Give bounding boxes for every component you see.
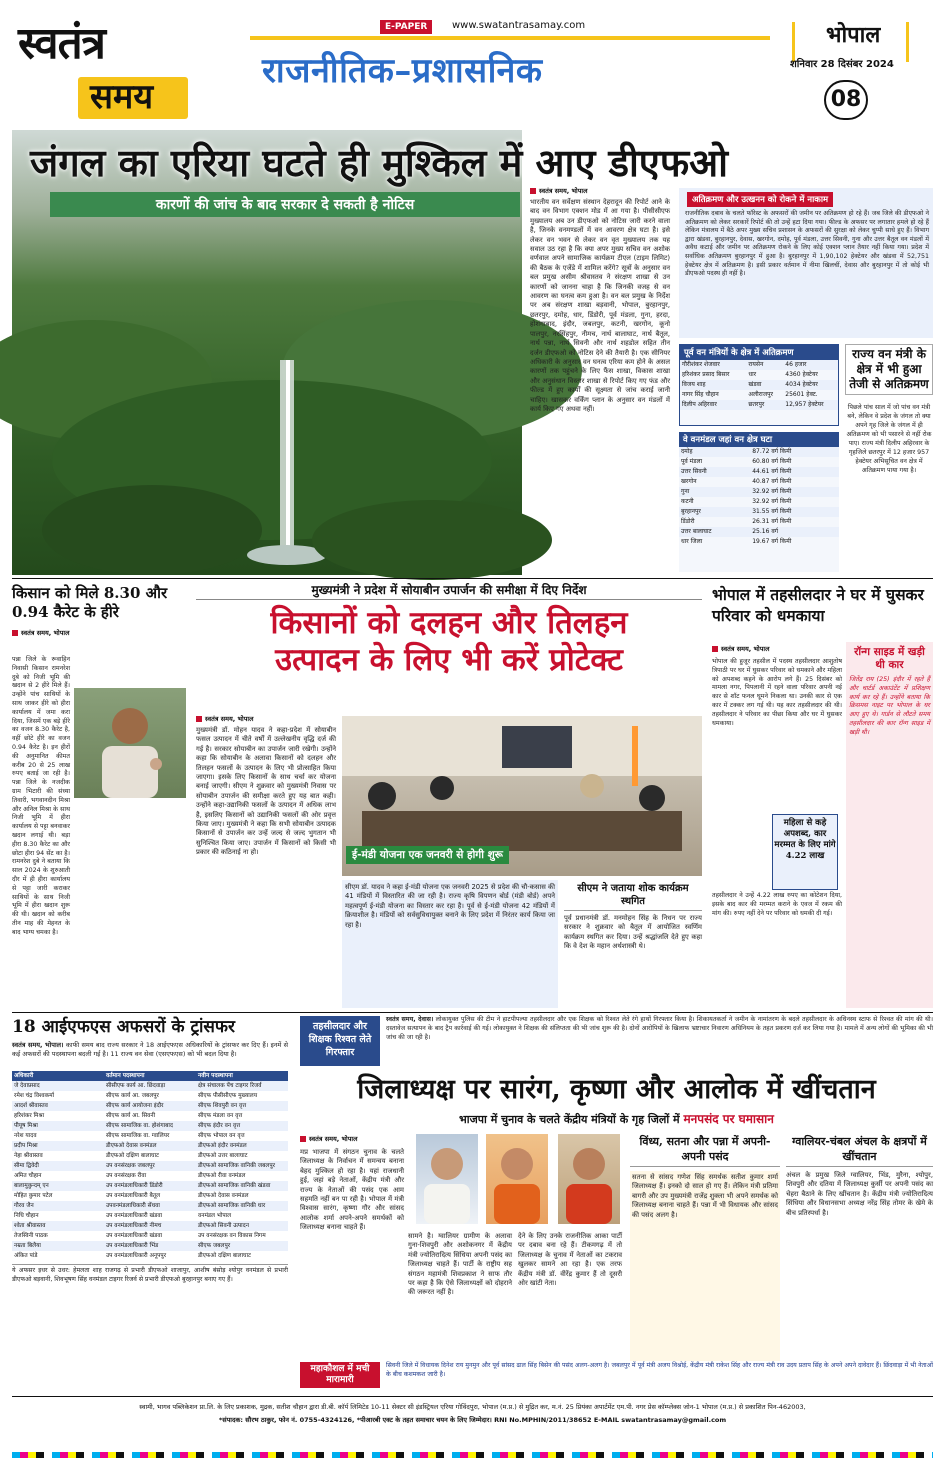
- tehsildar-body: भोपाल की हुजूर तहसील में पदस्थ तहसीलदार आशुतोष त्रिपाठी पर घर में घुसकर परिवार को धमकाने और महिला को अपशब्द कहने के आरोप लगे हैं। 25 दिसंबर को मामला नगर, पिपलानी में रहने वाला परिवार अपनी नई कार से शॉट फनल घूमने निकला था। उनकी कार से एक कार में टक्कर लग गई थी। यह कार तहसीलदार की थी। तहसीलदार ने परिवार का पीछा किया और घर में घुसकर धमकाया।: [712, 658, 842, 727]
- bjp-kicker: [300, 1110, 933, 1127]
- cm-body: मुख्यमंत्री डॉ. मोहन यादव ने कहा-प्रदेश में सोयाबीन फसल उत्पादन में चीते वर्षों में उल्लेखनीय वृद्धि दर्ज की गई है। सरकार सोयाबीन का उपार्जन जारी रखेगी। उन्होंने कहा कि सोयाबीन के अलावा किसानों को दलहन और तिलहन फसलों के उत्पादन के लिए भी प्रोत्साहित किया जाएगा। इसके लिए किसानों के साथ चर्चा कर योजना बनाई जाएगी। सीएम ने शुक्रवार को मुख्यमंत्री निवास पर सोयाबीन उपार्जन की समीक्षा करते हुए यह बात कही। उन्होंने कहा-उद्यानिकी फसलों के उत्पादन में अधिक लाभ है, इसलिए किसानों को उद्यानिकी फसलों की ओर प्रवृत्त किया जाए। मुख्यमंत्री ने कहा कि सभी सोयाबीन उत्पादक किसानों से उपार्जन कर उन्हें जल्द से जल्द भुगतान भी सुनिश्चित किया जाए। उपार्जन में किसानों को किसी भी प्रकार की कठिनाई ना हो।: [196, 726, 336, 857]
- ifs-intro: स्वतंत्र समय, भोपाल। काफी समय बाद राज्य सरकार ने 18 आईएफएस अधिकारियों के ट्रांसफर कर दिए हैं। इनमें से कई अफसरों की पदस्थापना बदली गई है। 11 राज्य वन सेवा (एसएफएस) को भी बदल दिया है।: [12, 1041, 288, 1058]
- minister-row: [680, 360, 838, 370]
- patwari-byline: स्वतंत्र समय, देवास।: [386, 1016, 434, 1023]
- ifs-row: [12, 1231, 288, 1241]
- ifs-cell: अंकित पांडे: [14, 1253, 38, 1259]
- ifs-cell: उप वनमंडलाधिकारी डिंडोरी: [106, 1183, 163, 1189]
- cm-kicker: मुख्यमंत्री ने प्रदेश में सोयाबीन उपार्जन की समीक्षा में दिए निर्देश: [196, 584, 702, 600]
- ifs-cell: आदर्श श्रीवास्तव: [14, 1103, 48, 1109]
- minister-cell: गौरीशंकर शेजवार: [682, 361, 720, 368]
- ifs-cell: तेजस्विनी पाठक: [14, 1233, 48, 1239]
- ifs-cell: डीएफओ देवास वनमंडल: [198, 1193, 249, 1199]
- ifs-cell: जे देवाप्रसाद: [14, 1083, 40, 1089]
- website-link[interactable]: www.swatantrasamay.com: [452, 20, 586, 31]
- vindhya-body: सतना से सांसद गणेश सिंह समर्थक सतीश कुमार शर्मा जिलाध्यक्ष हैं। इनको दो साल हो गए हैं। लेकिन मंत्री प्रतिमा बागरी और उप मुख्यमंत्री राजेंद्र शुक्ला भी अपने समर्थक को जिलाध्यक्ष बनाना चाहते हैं। पन्ना में भी विधायक और सांसद की पसंद अलग है।: [630, 1171, 780, 1361]
- mahakaushal-strip: [300, 1362, 933, 1388]
- minister-cell: छतरपुर: [748, 401, 765, 408]
- minister-cell: 46 हजार: [785, 361, 807, 368]
- patwari-body: स्वतंत्र समय, देवास। लोकायुक्त पुलिस की टीम ने हाटपीपल्या तहसीलदार और एक शिक्षक को रिश्वत लेते रंगे हाथों गिरफ्तार किया है। शिकायतकर्ता ने जमीन के नामांतरण के बदले तहसीलदार के अधिनस्थ स्टाफ से रिश्वत की मांग की थी। दस्तावेज सत्यापन के बाद ट्रैप कार्रवाई की गई। लोकायुक्त ने शिक्षक की संलिप्तता की भी जांच शुरू की है। दोनों आरोपियों के खिलाफ भ्रष्टाचार निवारण अधिनियम के तहत प्रकरण दर्ज कर लिया गया है। मामले में अन्य लोगों की भूमिका की भी जांच की जा रही है।: [386, 1016, 933, 1041]
- bjp-body-col2: सामने है। ग्वालियर ग्रामीण के अलावा गुना-शिवपुरी और अशोकनगर में केंद्रीय मंत्री ज्योतिरादित्य सिंधिया अपनी पसंद का जिलाध्यक्ष चाहते हैं। पार्टी के राष्ट्रीय सह संगठन महामंत्री शिवप्रकाश ने साफ तौर पर कहा है कि ऐसे जिलाध्यक्षों को दोहराने की जरूरत नहीं है।: [408, 1232, 512, 1297]
- minister-cell: 4360 हेक्टेयर: [785, 371, 818, 378]
- ifs-cell: पीयूष मिश्रा: [14, 1123, 38, 1129]
- ifs-cell: उप वनमंडलाधिकारी बैतूल: [106, 1193, 161, 1199]
- ifs-cell: मोहित कुमार पटेल: [14, 1193, 53, 1199]
- emandi-caption: ई-मंडी योजना एक जनवरी से होगी शुरू: [346, 846, 509, 864]
- ifs-cell: सीएफ शिवपुरी वन वृत्त: [198, 1103, 247, 1109]
- forest-row: [679, 467, 839, 477]
- minister-cell: दिलीप अहिरवार: [682, 401, 717, 408]
- imprint-line-2: *संपादक: सौरभ ठाकुर, फोन नं. 0755-4324126, *पीआरबी एक्ट के तहत समाचार चयन के लिए जिम्मेदार। RNI No.MPHIN/2011/38652 E-MAIL swatantrasamay@gmail.com: [218, 1416, 727, 1424]
- forest-cell: उत्तर बालाघाट: [681, 528, 712, 535]
- ifs-cell: डीएफओ सिवनी उत्पादन: [198, 1223, 249, 1229]
- tehsildar-sidebar-body: जितेंद्र राय (25) इंदौर में रहते हैं और चार्टर्ड अकाउंटेंट में प्रशिक्षण कार्य कर रहे हैं। उन्होंने बताया कि क्रिसमस नाइट पर भोपाल के घर आए हुए थे। गार्डन से लौटते समय तहसीलदार की कार रॉन्ग साइड में खड़ी थी।: [849, 676, 930, 736]
- vindhya-box: [630, 1134, 780, 1358]
- ifs-cell: उप वनमंडलाधिकारी अनूपपुर: [106, 1253, 167, 1259]
- ifs-cell: सीएफ पीसीसीएफ मुख्यालय: [198, 1093, 258, 1099]
- diamond-byline: स्वतंत्र समय, भोपाल: [12, 628, 188, 637]
- ifs-cell: उप वनमंडलाधिकारी भिंड: [106, 1243, 159, 1249]
- cm-headline-1: किसानों को दलहन और तिलहन: [270, 605, 628, 641]
- forest-cell: डिंडोरी: [681, 518, 695, 525]
- ifs-row: [12, 1201, 288, 1211]
- minister-row: [680, 400, 838, 410]
- ifs-cell: निधि चौहान: [14, 1213, 39, 1219]
- encroach-box: [679, 188, 933, 338]
- cm-story: [196, 584, 702, 1010]
- minister-cell: रायसेन: [748, 361, 764, 368]
- tehsildar-headline: भोपाल में तहसीलदार ने घर में घुसकर परिवार को धमकाया: [712, 585, 924, 625]
- ifs-cell: उप वनमंडलाधिकारी खंडवा: [106, 1213, 163, 1219]
- rule-2: [12, 1012, 933, 1013]
- side-body: पूर्व प्रधानमंत्री डॉ. मनमोहन सिंह के निधन पर राज्य सरकार ने शुक्रवार को बैतूल में आयोजित स्वर्णिम कार्यक्रम स्थगित कर दिया। उन्हें श्रद्धांजलि देते हुए कहा कि वे देश के महान अर्थशास्त्री थे।: [564, 914, 702, 951]
- ifs-cell: नरेश यादव: [14, 1133, 37, 1139]
- ifs-cell: उपवनमंडलाधिकारी सेंधवा: [106, 1203, 160, 1209]
- section-title: राजनीतिक–प्रशासनिक: [262, 51, 543, 91]
- ifs-cell: अमित चौहान: [14, 1173, 42, 1179]
- ifs-cell: उप वनसंरक्षक जबलपुर: [106, 1163, 155, 1169]
- tehsildar-quote-box: [772, 814, 838, 890]
- ifs-row: [12, 1251, 288, 1261]
- diamond-body-cont: [12, 806, 188, 1006]
- ministers-table: [680, 360, 838, 410]
- tehsildar-story: [712, 584, 933, 1010]
- ifs-cell: सीएफ कार्य आयोजना इंदौर: [106, 1103, 164, 1109]
- side-caption: सीएम ने जताया शोक कार्यक्रम स्थगित: [564, 880, 702, 911]
- forest-cell: धार जिला: [681, 538, 703, 545]
- forest-row: [679, 447, 839, 457]
- ministers-title: पूर्व वन मंत्रियों के क्षेत्र में अतिक्रमण: [680, 345, 838, 360]
- ministers-box: [679, 344, 839, 426]
- minister-row: [680, 370, 838, 380]
- table-header-cell: अधिकारी: [12, 1071, 104, 1081]
- portrait-sarang: [416, 1134, 478, 1224]
- mahakaushal-body: सिवनी जिले में विधायक दिनेश राय मुनमुन और पूर्व सांसद ढाल सिंह बिसेन की पसंद अलग-अलग है। जबलपुर में पूर्व मंत्री अजय विश्नोई, केंद्रीय मंत्री राकेश सिंह और राज्य मंत्री राव उदय प्रताप सिंह के अपने अपने दावेदार हैं। छिंदवाड़ा में भी नेताओं के बीच कशमकश जारी है।: [386, 1362, 933, 1378]
- ifs-byline: स्वतंत्र समय, भोपाल।: [12, 1041, 64, 1049]
- mahakaushal-label: महाकौशल में मची मारामारी: [300, 1362, 380, 1388]
- section-rule: [250, 36, 770, 40]
- ifs-row: [12, 1151, 288, 1161]
- rule-1: [12, 578, 933, 579]
- forest-cell: 31.55 वर्ग किमी: [752, 508, 792, 515]
- forest-row: [679, 487, 839, 497]
- imprint-line-1: स्वामी, भागव पब्लिकेशन प्रा.लि. के लिए प्रकाशक, मुद्रक, सतीश चौहान द्वारा डी.बी. कॉर्प लिमिटेड 10-11 सेक्टर सी इंडस्ट्रियल एरिया गोविंदपुरा, भोपाल (म.प्र.) से मुद्रित कर, म.नं. 25 प्रियंका अपार्टमेंट एम.पी. नगर प्रेस कॉम्प्लेक्स जोन-1 भोपाल (म.प्र.) से प्रकाशित पिन-462003,: [139, 1403, 806, 1411]
- ifs-cell: डीएफओ सामाजिक वानिकी खंडवा: [198, 1183, 271, 1189]
- minister-cell: हरिशंकर प्रसाद बिसार: [682, 371, 730, 378]
- ifs-cell: हरिशंकर मिश्रा: [14, 1113, 45, 1119]
- forest-cell: 60.80 वर्ग किमी: [752, 458, 792, 465]
- patwari-label: तहसीलदार और शिक्षक रिश्वत लेते गिरफ्तार: [300, 1016, 380, 1066]
- ifs-cell: सीमा द्विवेदी: [14, 1163, 39, 1169]
- minister-cell: 4034 हेक्टेयर: [785, 381, 818, 388]
- ifs-cell: सीएफ मंडला वन वृत्त: [198, 1113, 243, 1119]
- forest-cell: कटनी: [681, 498, 694, 505]
- minister-cell: 12,957 हेक्टेयर: [785, 401, 824, 408]
- diamond-body: पन्ना जिले के रूवाहिन निवासी किसान रामनरेश दुबे को निजी भूमि की खदान से 2 हीरे मिले हैं। उन्होंने पांच साथियों के साथ जाकर हीरे को हीरा कार्यालय में जमा करा दिया, जिसमें एक बड़े हीरे का वजन 8.30 कैरेट है, वहीं छोटे हीरे का वजन 0.94 कैरेट है। इन हीरों की अनुमानित कीमत करीब 20 से 25 लाख रुपए बताई जा रही है। पन्ना जिले के नजदीक ग्राम भिटारी की संध्या तिवारी, भगवानदीन मिश्रा और अनिल मिश्रा के साथ निजी भूमि में हीरा कार्यालय से पट्टा बनवाकर खदान लगाई थी। बड़ा हीरा 8.30 कैरेट का और छोटा हीरा 94 सेंट का है। रामनरेश दुबे ने बताया कि साल 2024 के शुरुआती दौर में ही हीरा कार्यालय से पट्टा जारी कराकर साथियों के साथ निजी भूमि में हीरा खदान शुरू की थी। खदान को करीब तीन माह की मेहनत के बाद भाग्य चमका है।: [12, 656, 70, 936]
- forest-cell: गुना: [681, 488, 690, 495]
- vindhya-title: विंध्य, सतना और पन्ना में अपनी-अपनी पसंद: [630, 1134, 780, 1167]
- ifs-cell: डीएफओ इंदौर वनमंडल: [198, 1143, 247, 1149]
- patwari-story: [300, 1016, 933, 1066]
- cm-byline: स्वतंत्र समय, भोपाल: [196, 714, 254, 723]
- color-bar: [12, 1452, 933, 1458]
- forest-box: [679, 432, 839, 572]
- ifs-row: [12, 1101, 288, 1111]
- ifs-cell: सीएफ कार्य आ. सिवनी: [106, 1113, 156, 1119]
- gwalior-box: [786, 1134, 933, 1358]
- portrait-alok: [558, 1134, 620, 1224]
- forest-row: [679, 477, 839, 487]
- ifs-cell: डीएफओ दक्षिण बालाघाट: [106, 1153, 159, 1159]
- side-minister-headline: राज्य वन मंत्री के क्षेत्र में भी हुआ तेजी से अतिक्रमण: [845, 344, 933, 395]
- ifs-row: [12, 1171, 288, 1181]
- lead-byline: स्वतंत्र समय, भोपाल: [530, 186, 588, 195]
- ifs-cell: सीएफ सामाजिक वा. होशंगाबाद: [106, 1123, 174, 1129]
- ifs-cell: नम्रता बिलैया: [14, 1243, 41, 1249]
- ifs-cell: डीएफओ देवास वनमंडल: [106, 1143, 157, 1149]
- forest-row: [679, 457, 839, 467]
- ifs-row: [12, 1211, 288, 1221]
- city-label: भोपाल: [826, 22, 881, 48]
- ifs-row: [12, 1161, 288, 1171]
- tehsildar-sidebar: [846, 642, 933, 1008]
- ifs-cell: गौरव जैन: [14, 1203, 34, 1209]
- ifs-cell: सीसीएफ कार्य आ. छिंदवाड़ा: [106, 1083, 166, 1089]
- farmer-illustration: [74, 688, 186, 798]
- emandi-body: सीएम डॉ. यादव ने कहा ई-मंडी योजना एक जनवरी 2025 से प्रदेश की चौ-कसास की 41 मंडियों में विस्तारित की जा रही है। राज्य कृषि विपणन बोर्ड (मंडी बोर्ड) अपने महत्वपूर्ण ई-मंडी योजना का विस्तार कर रहा है। पूर्व से ई-मंडी योजना 42 मंडियों में क्रियाशील है। मंडियों को सर्वसुविधायुक्त बनाने के लिए प्रदेश में निरंतर कार्य किया जा रहा है।: [342, 880, 558, 1008]
- ifs-cell: सीएफ इंदौर वन वृत्त: [198, 1123, 241, 1129]
- ifs-row: [12, 1131, 288, 1141]
- forest-cell: खरगोन: [681, 478, 697, 485]
- forest-row: [679, 507, 839, 517]
- side-minister-body: पिछले पांच साल में जो पांच वन मंत्री बने, लेकिन वे प्रदेश के जंगल तो क्या अपने गृह जिले के जंगल में ही अतिक्रमण को भी पसारने से नहीं रोक पाए। राज्य मंत्री दिलीप अहिरवार के गृहजिले छतरपुर में 12 हजार 957 हेक्टेयर अभिसूचित वन क्षेत्र में अतिक्रमण पाया गया है।: [846, 404, 932, 474]
- minister-cell: नागर सिंह चौहान: [682, 391, 719, 398]
- minister-row: [680, 390, 838, 400]
- forest-cell: बुरहानपुर: [681, 508, 701, 515]
- portrait-krishna: [486, 1134, 548, 1224]
- farmer-photo: [74, 688, 186, 798]
- rule-3: [12, 1396, 933, 1397]
- ifs-cell: सीएफ जबलपुर: [198, 1243, 231, 1249]
- bjp-headline: जिलाध्यक्ष पर सारंग, कृष्णा और आलोक में खींचतान: [357, 1074, 876, 1105]
- lead-headline: जंगल का एरिया घटते ही मुश्किल में आए डीएफओ: [30, 140, 728, 185]
- encroach-body: राजनीतिक दबाव के चलते फॉरेस्ट के अफसरों की जमीन पर अतिक्रमण हो रहे हैं। जब जिले की डीएफओ ने अतिक्रमण को लेकर सरकारें रिपोर्ट की तो उन्हें हटा दिया गया। फील्ड के अफसर पर लगातार हमले हो रहे हैं लेकिन मंत्रालय में बैठे अपर मुख्य सचिव प्रशासन के अफसरों की सुरक्षा को लेकर चुप्पी साधे हुए हैं। विभाग द्वारा खंडवा, बुरहानपुर, देवास, खरगोन, दमोह, पूर्व मंडला, उत्तर सिवनी, गुना और उत्तर बैतूल वन मंडलों में अवैध कटाई और जमीन पर अतिक्रमण रोकने के लिए कोई एक्शन प्लान तैयार नहीं किया गया। प्रदेश में सर्वाधिक अतिक्रमण बुरहानपुर में हुआ है। बुरहानपुर में 1,90,102 हेक्टेयर और खंडवा में 52,751 हेक्टेयर क्षेत्र में अतिक्रमण है। इसी प्रकार वर्तमान में नीमा खिलचीं, देवास और बुरहानपुर में तो कोई भी डीएफओ पदस्थ ही नहीं है।: [685, 210, 929, 278]
- ifs-row: [12, 1241, 288, 1251]
- ifs-row: [12, 1191, 288, 1201]
- forest-row: [679, 527, 839, 537]
- ifs-row: [12, 1121, 288, 1131]
- minister-cell: 25601 हेक्ट.: [785, 391, 818, 398]
- diamond-story: [12, 584, 188, 1010]
- forest-cell: 32.92 वर्ग किमी: [752, 488, 792, 495]
- table-header-cell: नवीन पदस्थापना: [196, 1071, 288, 1081]
- ifs-cell: उप वनमंडलाधिकारी खंडवा: [106, 1233, 163, 1239]
- forest-cell: 87.72 वर्ग किमी: [752, 448, 792, 455]
- bjp-portraits: [408, 1134, 628, 1234]
- ifs-row: [12, 1081, 288, 1091]
- bjp-kicker-red: मनपसंद पर घमासान: [683, 1112, 774, 1126]
- forest-cell: 32.92 वर्ग किमी: [752, 498, 792, 505]
- forest-cell: उत्तर सिवनी: [681, 468, 707, 475]
- ifs-cell: रमेश चंद्र विश्वकर्मा: [14, 1093, 55, 1099]
- lead-body: भारतीय वन सर्वेक्षण संस्थान देहरादून की रिपोर्ट आने के बाद वन विभाग एक्शन मोड में आ गया है। पीसीसीएफ मुख्यालय अब उन डीएफओ को नोटिस जारी करने वाला है, जिनके वनमण्डलों में वन आवरण क्षेत्र घटा है। इसे लेकर वन भवन से लेकर वन वृत मुख्यालय तक यह सवाल उठ रहा है कि क्या अपर मुख्य सचिव वन अशोक वर्णवाल अपने सामाजिक कार्यक्रम टीएल (टाइम लिमिट) की बैठक के एजेंडे में शामिल करेंगे? सूत्रों के अनुसार वन बल प्रमुख असीम श्रीवास्तव ने संरक्षण शाखा से उन कारणों को जानना चाहा है कि जिनकी वजह से वन आवरण का घनत्व कम हुआ है। वन बल प्रमुख के निर्देश पर अब संरक्षण शाखा बड़वानी, भोपाल, बुरहानपुर, छतरपुर, दमोह, धार, डिंडोरी, पूर्व मंडला, गुना, हरदा, होशंगाबाद, इंदौर, जबलपुर, कटनी, खरगोन, कूनो पालपुर, नरसिंहपुर, नीमच, नार्थ बालाघाट, नार्थ बैतूल, नार्थ पन्ना, नार्थ सिवनी और नार्थ शहडोल सहित तीन दर्जन डीएफओ को नोटिस देने की तैयारी है। एक सीनियर अधिकारी के अनुसार वन घनत्व एरिया कम होने के असल कारणों तक पहुंचने के लिए फैंस शाखा, विकास शाखा और अनुसंधान विस्तार शाखा से रिपोर्ट किए गए फंड और फील्ड में हुए कार्यों की सूक्ष्मता से जांच कराई जानी चाहिए। खासकर वर्किंग प्लान के अनुसार वन मंडलों में कार्य किए गए अथवा नहीं।: [530, 198, 670, 413]
- minister-row: [680, 380, 838, 390]
- ifs-cell: डीएफओ सामाजिक वानिकी जबलपुर: [198, 1163, 275, 1169]
- ifs-row: [12, 1181, 288, 1191]
- tehsildar-quote: महिला से कहे अपशब्द, कार मरम्मत के लिए मांगे 4.22 लाख: [774, 818, 836, 861]
- forest-cell: 44.61 वर्ग किमी: [752, 468, 792, 475]
- ifs-cell: उप वनसंरक्षक रीवा: [106, 1173, 147, 1179]
- tehsildar-sidebar-title: रॉन्ग साइड में खड़ी थी कार: [854, 646, 925, 671]
- bjp-body-col3: देने के लिए उनके राजनीतिक आका पार्टी पर दबाव बना रहे हैं। टीकमगढ़ में तो जिलाध्यक्ष के चुनाव में नेताओं का टकराव खुलकर सामने आ रहा है। एक तरफ केंद्रीय मंत्री डॉ. वीरेंद्र कुमार हैं तो दूसरी ओर खांटी नेता।: [518, 1232, 622, 1288]
- table-header-row: [12, 1071, 288, 1081]
- issue-date: शनिवार 28 दिसंबर 2024: [790, 59, 894, 70]
- ifs-cell: डीएफओ रीवा वनमंडल: [198, 1173, 246, 1179]
- ifs-row: [12, 1111, 288, 1121]
- bjp-kicker-black: भाजपा में चुनाव के चलते केंद्रीय मंत्रियों के गृह जिलों में: [459, 1113, 680, 1126]
- minister-cell: खंडवा: [748, 381, 762, 388]
- gwalior-title: ग्वालियर-चंबल अंचल के क्षत्रपों में खींचतान: [786, 1134, 933, 1167]
- forest-cell: 25.16 वर्ग: [752, 528, 779, 535]
- minister-cell: धार: [748, 371, 757, 378]
- ifs-cell: डीएफओ उत्तर बालाघाट: [198, 1153, 248, 1159]
- ifs-table: [12, 1071, 288, 1261]
- lead-subhead: कारणों की जांच के बाद सरकार दे सकती है नोटिस: [50, 192, 520, 217]
- tehsildar-quote-body: तहसीलदार ने उन्हें 4.22 लाख रुपए का कोटेशन दिया, इसके बाद कार की मरम्मत कराने के एवज में रकम की मांग की। रुपए नहीं देने पर परिवार को धमकी दी गई।: [712, 892, 842, 917]
- bjp-byline: स्वतंत्र समय, भोपाल: [300, 1134, 358, 1143]
- ifs-cell: क्षेत्र संचालक पेंच टाइगर रिजर्व: [198, 1083, 262, 1089]
- forest-title: वे वनमंडल जहां वन क्षेत्र घटा: [679, 432, 839, 447]
- masthead: [0, 0, 945, 130]
- forest-row: [679, 497, 839, 507]
- ifs-headline: 18 आईएफएस अफसरों के ट्रांसफर: [12, 1017, 235, 1037]
- ifs-cell: श्वेता श्रीवास्तव: [14, 1223, 46, 1229]
- side-minister: [845, 344, 933, 575]
- ifs-story: [12, 1016, 288, 1388]
- masthead-logo: [18, 18, 198, 122]
- forest-cell: 40.87 वर्ग किमी: [752, 478, 792, 485]
- ifs-cell: बालामुकुन्दम् एन: [14, 1183, 49, 1189]
- ifs-cell: डीएफओ दक्षिण बालाघाट: [198, 1253, 251, 1259]
- ifs-cell: वनमंडल भोपाल: [198, 1213, 232, 1219]
- ifs-row: [12, 1141, 288, 1151]
- minister-cell: अलीराजपुर: [748, 391, 773, 398]
- ifs-cell: नेहा श्रीवास्तव: [14, 1153, 43, 1159]
- encroach-title: अतिक्रमण और उत्खनन को रोकने में नाकाम: [687, 192, 833, 207]
- bjp-body-col1: मप्र भाजपा में संगठन चुनाव के चलते जिलाध्यक्ष के निर्वाचन में समन्वय बनाना बेहद मुश्किल हो रहा है। यहां राजधानी हुई, जहां बड़े नेताओं, केंद्रीय मंत्री और राज्य के नेताओं की पसंद एक आम सहमति नहीं बन पा रही है। भोपाल में मंत्री विश्वास सारंग, कृष्णा गौर और सांसद आलोक शर्मा अपने-अपने समर्थकों को जिलाध्यक्ष बनाना चाहते हैं।: [300, 1148, 404, 1232]
- ifs-row: [12, 1091, 288, 1101]
- table-header-cell: वर्तमान पदस्थापना: [104, 1071, 196, 1081]
- diamond-headline: किसान को मिले 8.30 और 0.94 कैरेट के हीरे: [12, 584, 168, 621]
- ifs-cell: उप वनमंडलाधिकारी नीमच: [106, 1223, 162, 1229]
- imprint: [12, 1402, 933, 1442]
- ifs-footer: ये अफसर इधर से उधर: हेमलता शाह राजगढ़ से प्रभारी डीएफओ शाजापुर, आशीष बंसोड़ श्योपुर वनमंडल से प्रभारी डीएफओ बड़वानी, शिवभूषण सिंह वनमंडल टाइगर रिजर्व से प्रभारी डीएफओ बुरहानपुर बनाए गए हैं।: [12, 1264, 288, 1298]
- lead-story: [12, 130, 933, 575]
- logo-bottom: समय: [90, 77, 154, 117]
- forest-row: [679, 517, 839, 527]
- minister-cell: विजय शाह: [682, 381, 706, 388]
- forest-cell: पूर्व मंडला: [681, 458, 703, 465]
- ifs-cell: सीएफ भोपाल वन वृत्त: [198, 1133, 245, 1139]
- logo-top: स्वतंत्र: [18, 18, 105, 69]
- bjp-story: [300, 1072, 933, 1388]
- masthead-divider-right: [906, 22, 909, 62]
- ifs-cell: डीएफओ सामाजिक वानिकी धार: [198, 1203, 266, 1209]
- forest-table: [679, 447, 839, 547]
- gwalior-body: अंचल के प्रमुख जिले ग्वालियर, भिंड, मुरैना, श्योपुर, शिवपुरी और दतिया में जिलाध्यक्ष कुर्सी पर अपनी पसंद का चेहरा बैठाने के लिए खींचतान है। केंद्रीय मंत्री ज्योतिरादित्य सिंधिया और विधानसभा अध्यक्ष नरेंद्र सिंह तोमर के खेमे के बीच प्रतिस्पर्धा है।: [786, 1171, 933, 1217]
- epaper-badge: E-PAPER: [380, 20, 432, 34]
- ifs-cell: सीएफ कार्य आ. जबलपुर: [106, 1093, 159, 1099]
- forest-cell: 19.67 वर्ग किमी: [752, 538, 792, 545]
- tehsildar-byline: स्वतंत्र समय, भोपाल: [712, 644, 770, 653]
- cm-headline-2: उत्पादन के लिए भी करें प्रोटेक्ट: [275, 642, 623, 678]
- forest-cell: दमोह: [681, 448, 693, 455]
- forest-cell: 26.31 वर्ग किमी: [752, 518, 792, 525]
- forest-row: [679, 537, 839, 547]
- page-number: 08: [824, 80, 868, 120]
- ifs-cell: उप वनसंरक्षक वन विकास निगम: [198, 1233, 266, 1239]
- ifs-row: [12, 1221, 288, 1231]
- ifs-cell: प्रदीप मिश्रा: [14, 1143, 38, 1149]
- ifs-cell: सीएफ सामाजिक वा. ग्वालियर: [106, 1133, 170, 1139]
